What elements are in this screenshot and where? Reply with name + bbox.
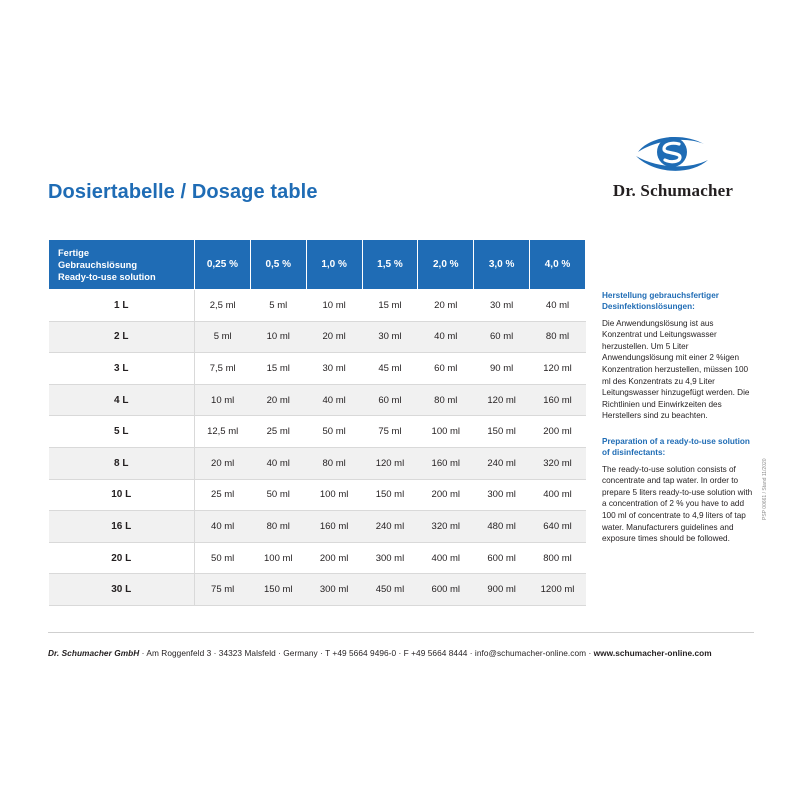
row-label: 30 L [49, 574, 195, 606]
table-head [49, 240, 586, 290]
cell: 45 ml [362, 353, 418, 385]
table-header-col-1: 0,5 % [250, 240, 306, 290]
cell: 2,5 ml [195, 290, 251, 322]
cell: 80 ml [418, 384, 474, 416]
row-label: 3 L [49, 353, 195, 385]
cell: 400 ml [418, 542, 474, 574]
row-label: 10 L [49, 479, 195, 511]
table-row [49, 447, 586, 479]
row-label: 16 L [49, 511, 195, 543]
side-body-en: The ready-to-use solution consists of concentrate and tap water. In order to prepare 5 liters ready-to-use solution with a concentration of 2 % you have to add 100 ml of concentrate to 4,9 liters of tap water. Manufacturers guidelines and exposure times should be followed. [602, 464, 753, 544]
row-label: 4 L [49, 384, 195, 416]
cell: 100 ml [306, 479, 362, 511]
cell: 5 ml [195, 321, 251, 353]
cell: 200 ml [530, 416, 586, 448]
cell: 240 ml [474, 447, 530, 479]
cell: 600 ml [418, 574, 474, 606]
table-row [49, 479, 586, 511]
cell: 120 ml [362, 447, 418, 479]
cell: 50 ml [195, 542, 251, 574]
brand-logo [588, 128, 758, 201]
row-label: 5 L [49, 416, 195, 448]
table-header-col-5: 3,0 % [474, 240, 530, 290]
table-body [49, 290, 586, 606]
table-row [49, 511, 586, 543]
cell: 30 ml [474, 290, 530, 322]
table-row [49, 321, 586, 353]
cell: 300 ml [362, 542, 418, 574]
cell: 40 ml [306, 384, 362, 416]
cell: 60 ml [418, 353, 474, 385]
cell: 240 ml [362, 511, 418, 543]
cell: 150 ml [362, 479, 418, 511]
cell: 7,5 ml [195, 353, 251, 385]
cell: 12,5 ml [195, 416, 251, 448]
table-row [49, 353, 586, 385]
cell: 600 ml [474, 542, 530, 574]
cell: 20 ml [195, 447, 251, 479]
row-label: 8 L [49, 447, 195, 479]
table-header-col-2: 1,0 % [306, 240, 362, 290]
table-row [49, 574, 586, 606]
cell: 320 ml [418, 511, 474, 543]
table-row [49, 416, 586, 448]
cell: 60 ml [474, 321, 530, 353]
footer [48, 648, 768, 658]
cell: 75 ml [362, 416, 418, 448]
cell: 30 ml [306, 353, 362, 385]
footer-address: · Am Roggenfeld 3 · 34323 Malsfeld · Germany · T +49 5664 9496-0 · F +49 5664 8444 · info@schumacher-online.com · [139, 648, 594, 658]
cell: 160 ml [418, 447, 474, 479]
footer-divider [48, 632, 754, 633]
cell: 150 ml [250, 574, 306, 606]
cell: 25 ml [195, 479, 251, 511]
cell: 50 ml [306, 416, 362, 448]
cell: 200 ml [306, 542, 362, 574]
cell: 400 ml [530, 479, 586, 511]
table-header-row [49, 240, 586, 290]
cell: 120 ml [530, 353, 586, 385]
table-row [49, 290, 586, 322]
cell: 800 ml [530, 542, 586, 574]
cell: 20 ml [306, 321, 362, 353]
cell: 40 ml [418, 321, 474, 353]
row-label: 2 L [49, 321, 195, 353]
cell: 160 ml [530, 384, 586, 416]
header-line-3: Ready-to-use solution [58, 271, 156, 282]
footer-website[interactable]: www.schumacher-online.com [593, 648, 712, 658]
cell: 20 ml [418, 290, 474, 322]
cell: 15 ml [362, 290, 418, 322]
side-heading-en: Preparation of a ready-to-use solution of disinfectants: [602, 436, 750, 458]
header-line-1: Fertige [58, 247, 89, 258]
cell: 40 ml [250, 447, 306, 479]
cell: 480 ml [474, 511, 530, 543]
cell: 300 ml [474, 479, 530, 511]
cell: 300 ml [306, 574, 362, 606]
cell: 320 ml [530, 447, 586, 479]
side-body-de: Die Anwendungslösung ist aus Konzentrat und Leitungswasser herzustellen. Um 5 Liter Anwendungslösung mit einer 2 %igen Konzentration herzustellen, müssen 100 ml des Konzentrats zu 4,9 Liter Leitungswasser hinzugefügt werden. Die Richtlinien und Einwirkzeiten des Herstellers sind zu beachten. [602, 318, 750, 421]
table-header-col-6: 4,0 % [530, 240, 586, 290]
cell: 120 ml [474, 384, 530, 416]
cell: 900 ml [474, 574, 530, 606]
table-header-ready-to-use [49, 240, 195, 290]
table-header-col-3: 1,5 % [362, 240, 418, 290]
cell: 200 ml [418, 479, 474, 511]
cell: 15 ml [250, 353, 306, 385]
cell: 40 ml [195, 511, 251, 543]
table-header-col-0: 0,25 % [195, 240, 251, 290]
cell: 10 ml [306, 290, 362, 322]
cell: 80 ml [306, 447, 362, 479]
cell: 50 ml [250, 479, 306, 511]
table-header-col-4: 2,0 % [418, 240, 474, 290]
cell: 20 ml [250, 384, 306, 416]
cell: 30 ml [362, 321, 418, 353]
cell: 150 ml [474, 416, 530, 448]
side-heading-de: Herstellung gebrauchsfertiger Desinfektionslösungen: [602, 291, 719, 312]
cell: 75 ml [195, 574, 251, 606]
side-notes [602, 290, 754, 559]
cell: 640 ml [530, 511, 586, 543]
cell: 40 ml [530, 290, 586, 322]
row-label: 20 L [49, 542, 195, 574]
cell: 80 ml [530, 321, 586, 353]
cell: 10 ml [250, 321, 306, 353]
brand-name: Dr. Schumacher [612, 181, 734, 200]
cell: 90 ml [474, 353, 530, 385]
row-label: 1 L [49, 290, 195, 322]
cell: 1200 ml [530, 574, 586, 606]
cell: 60 ml [362, 384, 418, 416]
document-code: PSP 00661 / Stand 11/2020 [762, 458, 768, 520]
cell: 5 ml [250, 290, 306, 322]
cell: 10 ml [195, 384, 251, 416]
stylized-eye-s-logo-icon [588, 128, 758, 178]
table-row [49, 542, 586, 574]
cell: 450 ml [362, 574, 418, 606]
page-title: Dosiertabelle / Dosage table [48, 181, 318, 203]
cell: 25 ml [250, 416, 306, 448]
cell: 80 ml [250, 511, 306, 543]
footer-company: Dr. Schumacher GmbH [48, 648, 140, 658]
cell: 160 ml [306, 511, 362, 543]
dosage-table-wrap [48, 239, 586, 606]
dosage-table [48, 239, 586, 606]
table-row [49, 384, 586, 416]
cell: 100 ml [418, 416, 474, 448]
header-line-2: Gebrauchslösung [58, 259, 138, 270]
cell: 100 ml [250, 542, 306, 574]
